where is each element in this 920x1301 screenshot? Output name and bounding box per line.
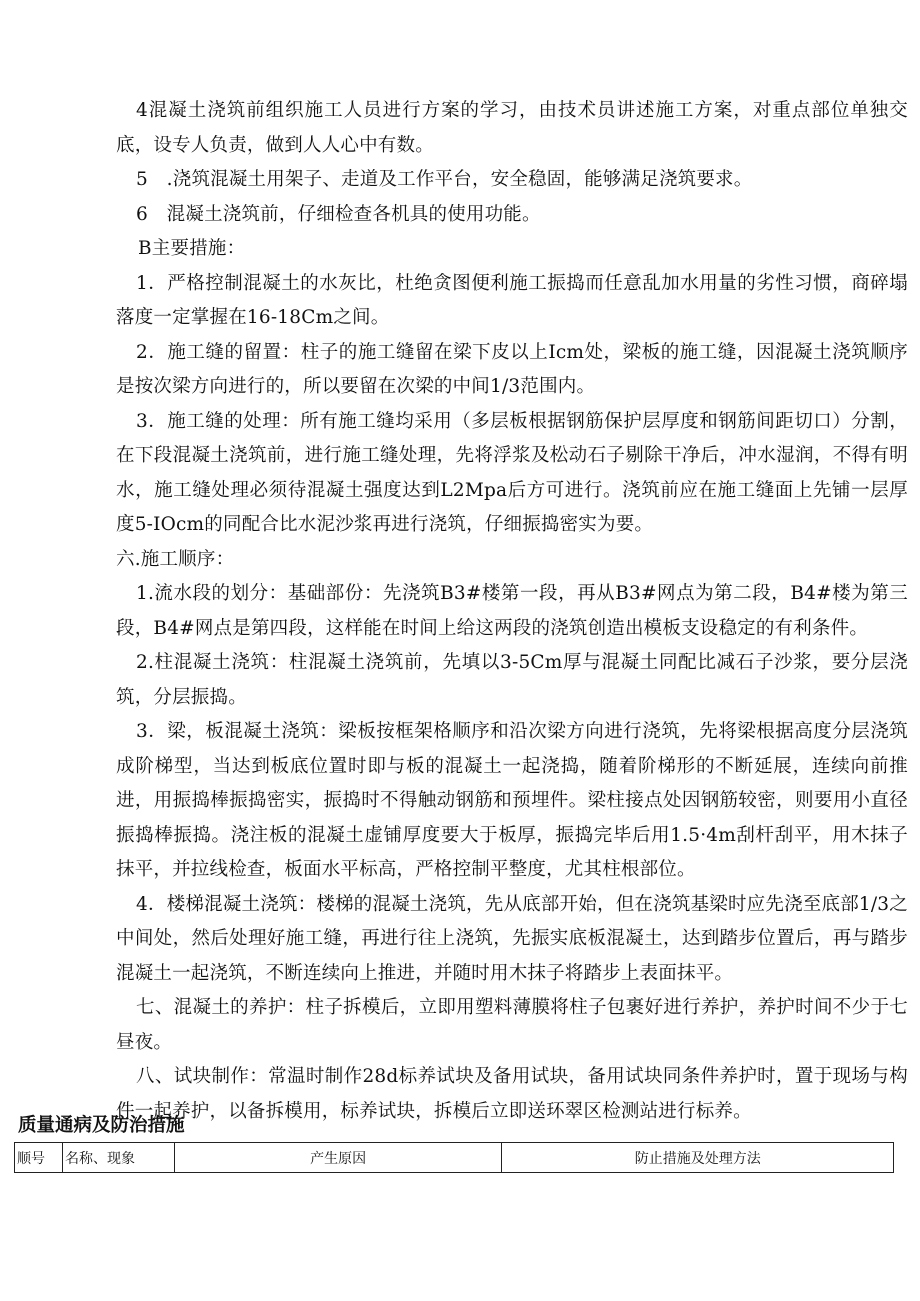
quality-defects-table bbox=[14, 1142, 894, 1173]
table-header-prevention: 防止措施及处理方法 bbox=[502, 1143, 894, 1172]
table-header-name-phenomenon: 名称、现象 bbox=[63, 1143, 175, 1172]
document-body bbox=[116, 94, 908, 1129]
paragraph-item-4: 4混凝土浇筑前组织施工人员进行方案的学习，由技术员讲述施工方案，对重点部位单独交底，设专人负责，做到人人心中有数。 bbox=[116, 100, 908, 156]
paragraph-item-6: 6 混凝土浇筑前，仔细检查各机具的使用功能。 bbox=[136, 203, 541, 225]
table-header-number: 顺号 bbox=[15, 1143, 63, 1172]
paragraph-measure-2: 2．施工缝的留置：柱子的施工缝留在梁下皮以上Icm处，梁板的施工缝，因混凝土浇筑顺序是按次梁方向进行的，所以要留在次梁的中间1/3范围内。 bbox=[116, 341, 908, 397]
paragraph-sequence-4: 4．楼梯混凝土浇筑：楼梯的混凝土浇筑，先从底部开始，但在浇筑基梁时应先浇至底部1/3之中间处，然后处理好施工缝，再进行往上浇筑，先振实底板混凝土，达到踏步位置后，再与踏步混凝土一起浇筑，不断连续向上推进，并随时用木抹子将踏步上表面抹平。 bbox=[116, 893, 908, 984]
paragraph-curing: 七、混凝土的养护：柱子拆模后，立即用塑料薄膜将柱子包裹好进行养护，养护时间不少于七昼夜。 bbox=[116, 997, 908, 1053]
paragraph-sequence-3: 3．梁，板混凝土浇筑：梁板按框架格顺序和沿次梁方向进行浇筑，先将梁根据高度分层浇筑成阶梯型，当达到板底位置时即与板的混凝土一起浇捣，随着阶梯形的不断延展，连续向前推进，用振捣棒振捣密实，振捣时不得触动钢筋和预埋件。梁柱接点处因钢筋较密，则要用小直径振捣棒振捣。浇注板的混凝土虚铺厚度要大于板厚，振捣完毕后用1.5·4m刮杆刮平，用木抹子抹平，并拉线检查，板面水平标高，严格控制平整度，尤其柱根部位。 bbox=[116, 721, 908, 880]
heading-construction-sequence: 六.施工顺序： bbox=[116, 548, 235, 570]
paragraph-measure-3: 3．施工缝的处理：所有施工缝均采用（多层板根据钢筋保护层厚度和钢筋间距切口）分割，在下段混凝土浇筑前，进行施工缝处理，先将浮浆及松动石子剔除干净后，冲水湿润，不得有明水，施工缝处理必须待混凝土强度达到L2Mpa后方可进行。浇筑前应在施工缝面上先铺一层厚度5-IOcm的同配合比水泥沙浆再进行浇筑，仔细振捣密实为要。 bbox=[116, 410, 908, 535]
paragraph-measure-1: 1．严格控制混凝土的水灰比，杜绝贪图便利施工振捣而任意乱加水用量的劣性习惯，商碎塌落度一定掌握在16-18Cm之间。 bbox=[116, 272, 908, 328]
paragraph-sequence-2: 2.柱混凝土浇筑：柱混凝土浇筑前，先填以3-5Cm厚与混凝土同配比减石子沙浆，要分层浇筑，分层振捣。 bbox=[116, 652, 908, 708]
paragraph-item-5: 5 .浇筑混凝土用架子、走道及工作平台，安全稳固，能够满足浇筑要求。 bbox=[136, 169, 753, 190]
table-header-cause: 产生原因 bbox=[175, 1143, 503, 1172]
paragraph-test-block: 八、试块制作：常温时制作28d标养试块及备用试块，备用试块同条件养护时，置于现场与构件一起养护，以备拆模用，标养试块，拆模后立即送环翠区检测站进行标养。 bbox=[116, 1066, 908, 1122]
section-title-quality-defects: 质量通病及防治措施 bbox=[18, 1115, 185, 1136]
paragraph-sequence-1: 1.流水段的划分：基础部份：先浇筑B3#楼第一段，再从B3#网点为第二段，B4#楼为第三段，B4#网点是第四段，这样能在时间上给这两段的浇筑创造出模板支设稳定的有利条件。 bbox=[116, 583, 908, 639]
subheading-b-main-measures: B主要措施： bbox=[138, 238, 246, 259]
